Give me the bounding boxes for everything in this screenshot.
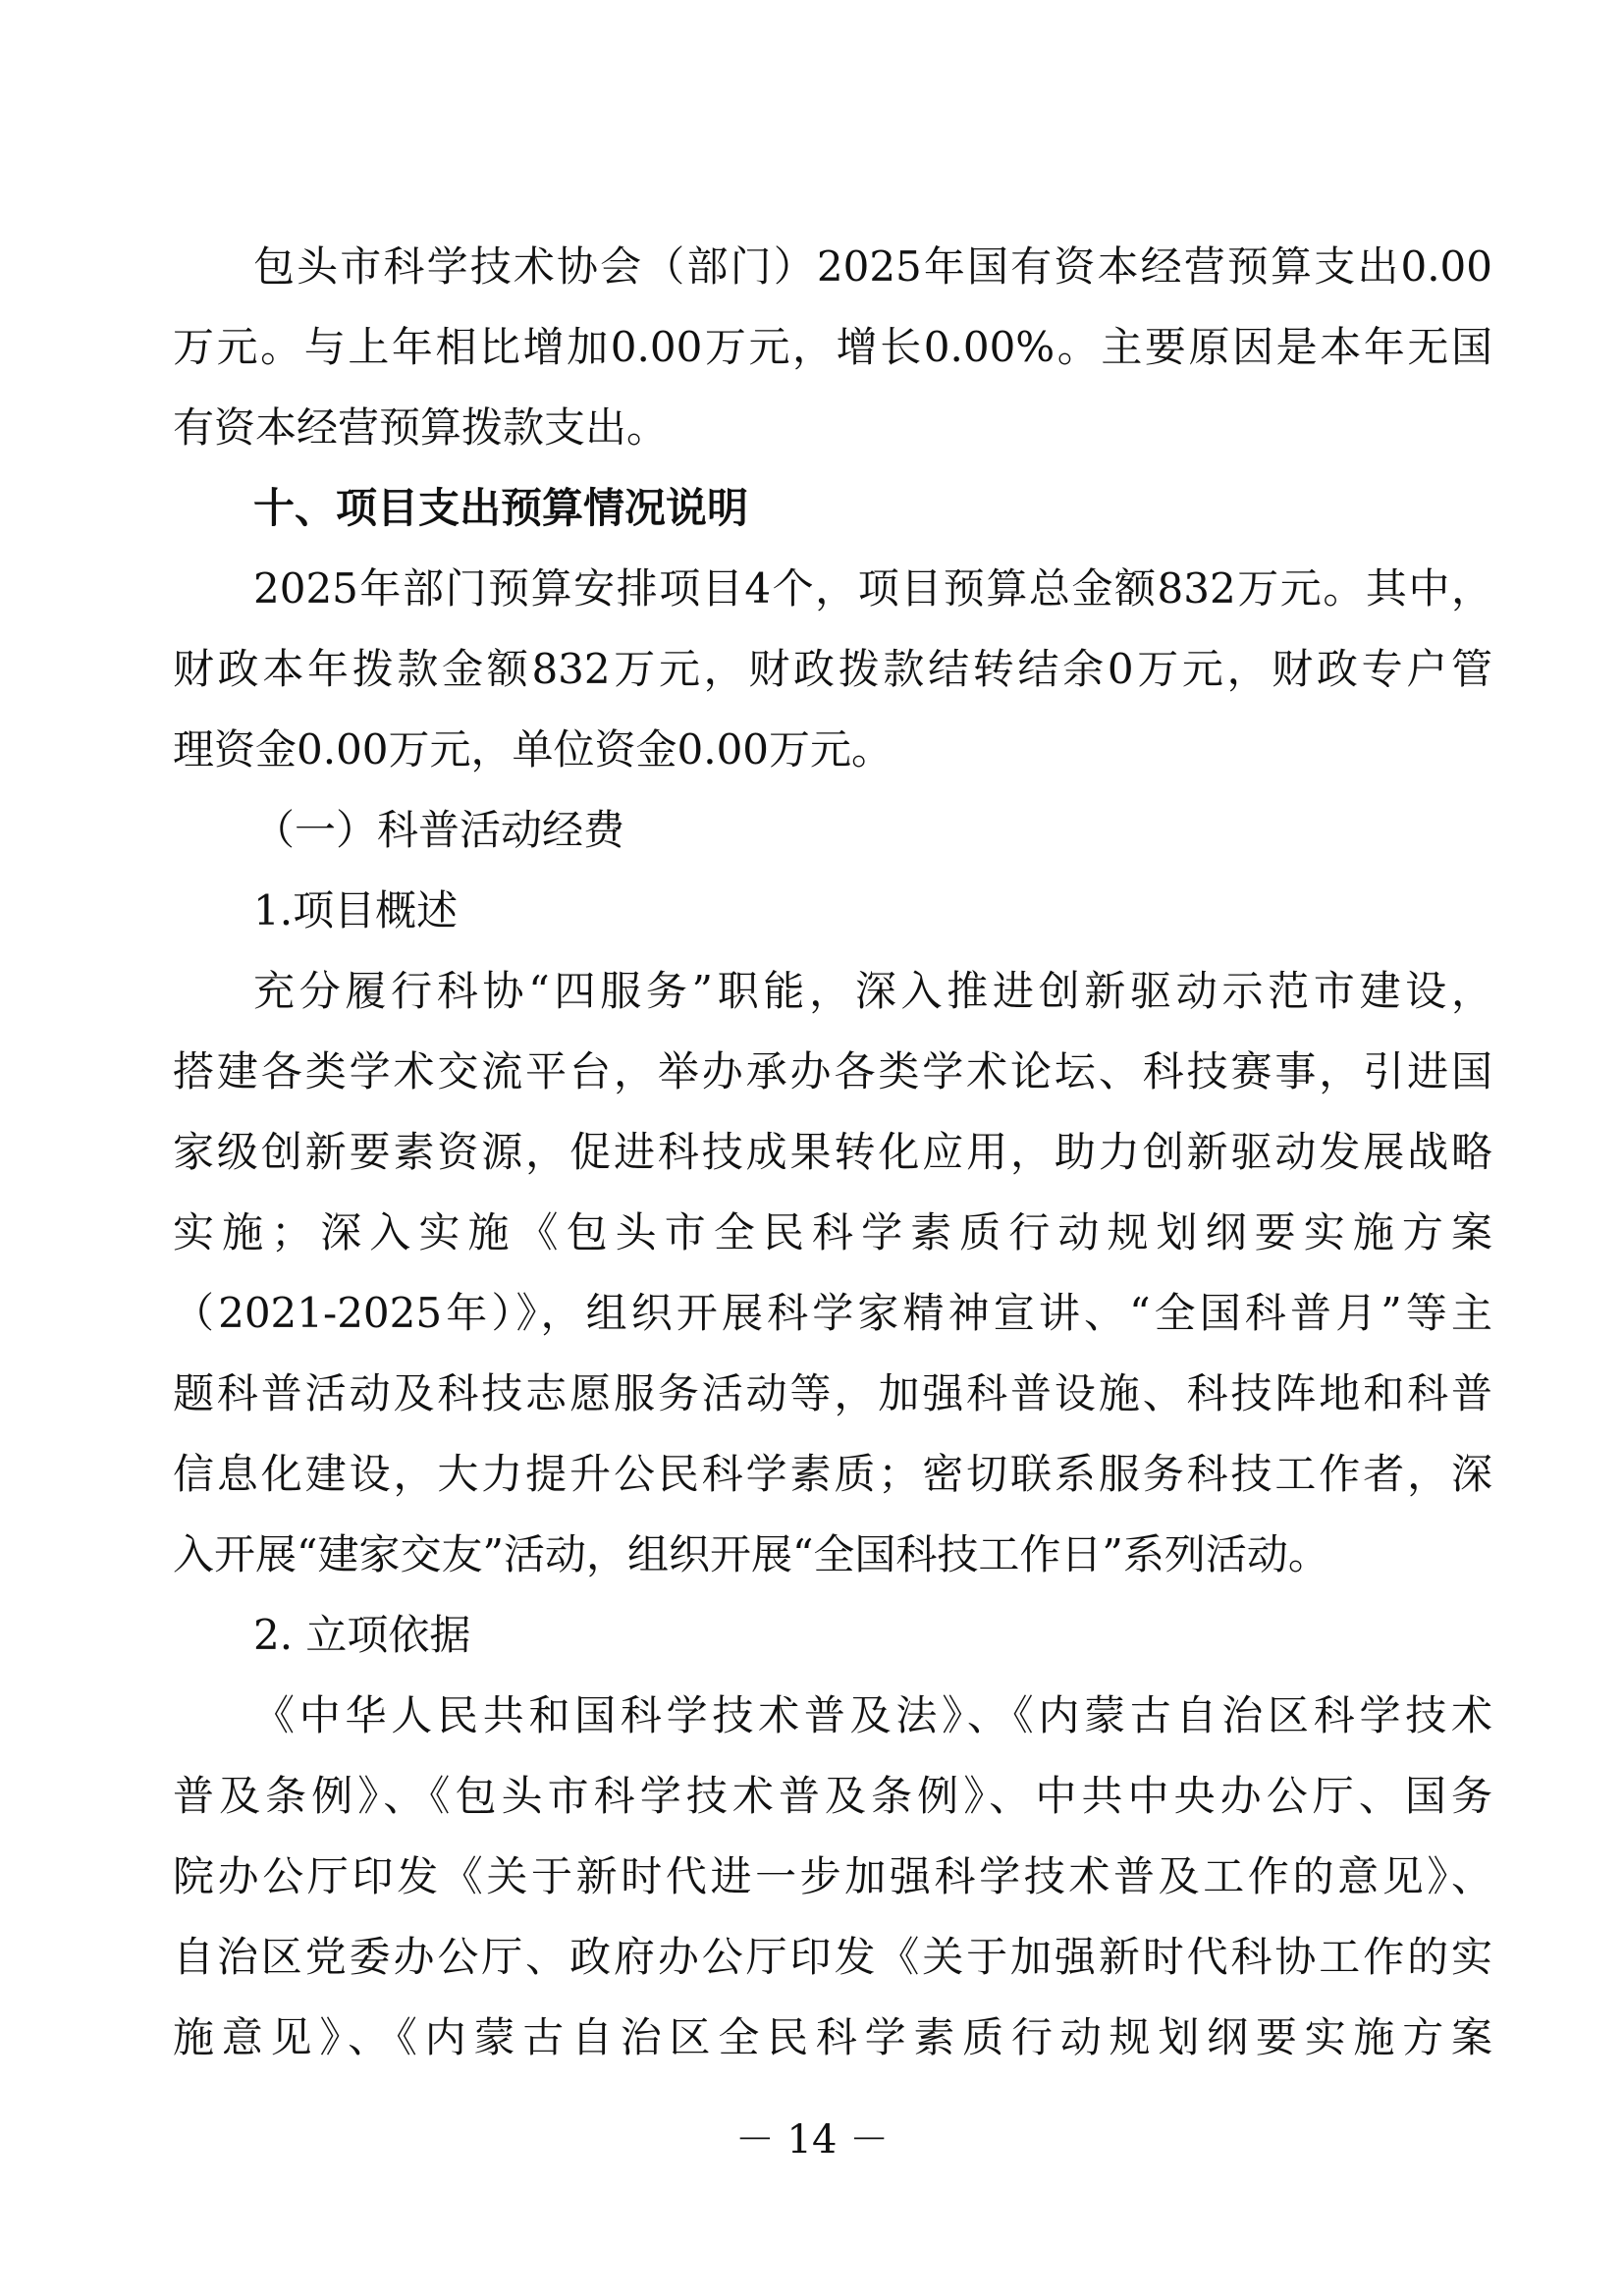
paragraph-line: 《中华人民共和国科学技术普及法》、《内蒙古自治区科学技术 (253, 1691, 1492, 1739)
paragraph-line: 普及条例》、《包头市科学技术普及条例》、中共中央办公厅、国务 (173, 1772, 1492, 1820)
page-number: － 14 － (734, 2117, 890, 2163)
subsection-heading: 2. 立项依据 (253, 1611, 471, 1659)
paragraph-line: 信息化建设，大力提升公民科学素质；密切联系服务科技工作者，深 (173, 1450, 1492, 1498)
paragraph-line: 2025年部门预算安排项目4个，项目预算总金额832万元。其中， (253, 564, 1492, 613)
paragraph-line: 施意见》、《内蒙古自治区全民科学素质行动规划纲要实施方案 (173, 2013, 1492, 2061)
paragraph-line: 实施；深入实施《包头市全民科学素质行动规划纲要实施方案 (173, 1208, 1492, 1256)
paragraph-line: 入开展“建家交友”活动，组织开展“全国科技工作日”系列活动。 (173, 1530, 1329, 1578)
paragraph-line: 包头市科学技术协会（部门）2025年国有资本经营预算支出0.00 (253, 242, 1492, 291)
subsection-heading: 1.项目概述 (253, 886, 459, 934)
paragraph-line: 理资金0.00万元，单位资金0.00万元。 (173, 725, 893, 774)
paragraph-line: 院办公厅印发《关于新时代进一步加强科学技术普及工作的意见》、 (173, 1852, 1492, 1900)
paragraph-line: 家级创新要素资源，促进科技成果转化应用，助力创新驱动发展战略 (173, 1128, 1492, 1176)
paragraph-line: 自治区党委办公厅、政府办公厅印发《关于加强新时代科协工作的实 (173, 1933, 1492, 1981)
section-heading: 十、项目支出预算情况说明 (253, 484, 749, 532)
paragraph-line: 题科普活动及科技志愿服务活动等，加强科普设施、科技阵地和科普 (173, 1369, 1492, 1417)
paragraph-line: 万元。与上年相比增加0.00万元，增长0.00%。主要原因是本年无国 (173, 323, 1492, 371)
paragraph-line: 充分履行科协“四服务”职能，深入推进创新驱动示范市建设， (253, 967, 1492, 1015)
paragraph-line: 有资本经营预算拨款支出。 (173, 403, 669, 452)
paragraph-line: 搭建各类学术交流平台，举办承办各类学术论坛、科技赛事，引进国 (173, 1047, 1492, 1095)
paragraph-line: 财政本年拨款金额832万元，财政拨款结转结余0万元，财政专户管 (173, 645, 1492, 693)
subsection-heading: （一）科普活动经费 (253, 806, 625, 854)
paragraph-line: （2021-2025年）》，组织开展科学家精神宣讲、“全国科普月”等主 (173, 1289, 1492, 1337)
